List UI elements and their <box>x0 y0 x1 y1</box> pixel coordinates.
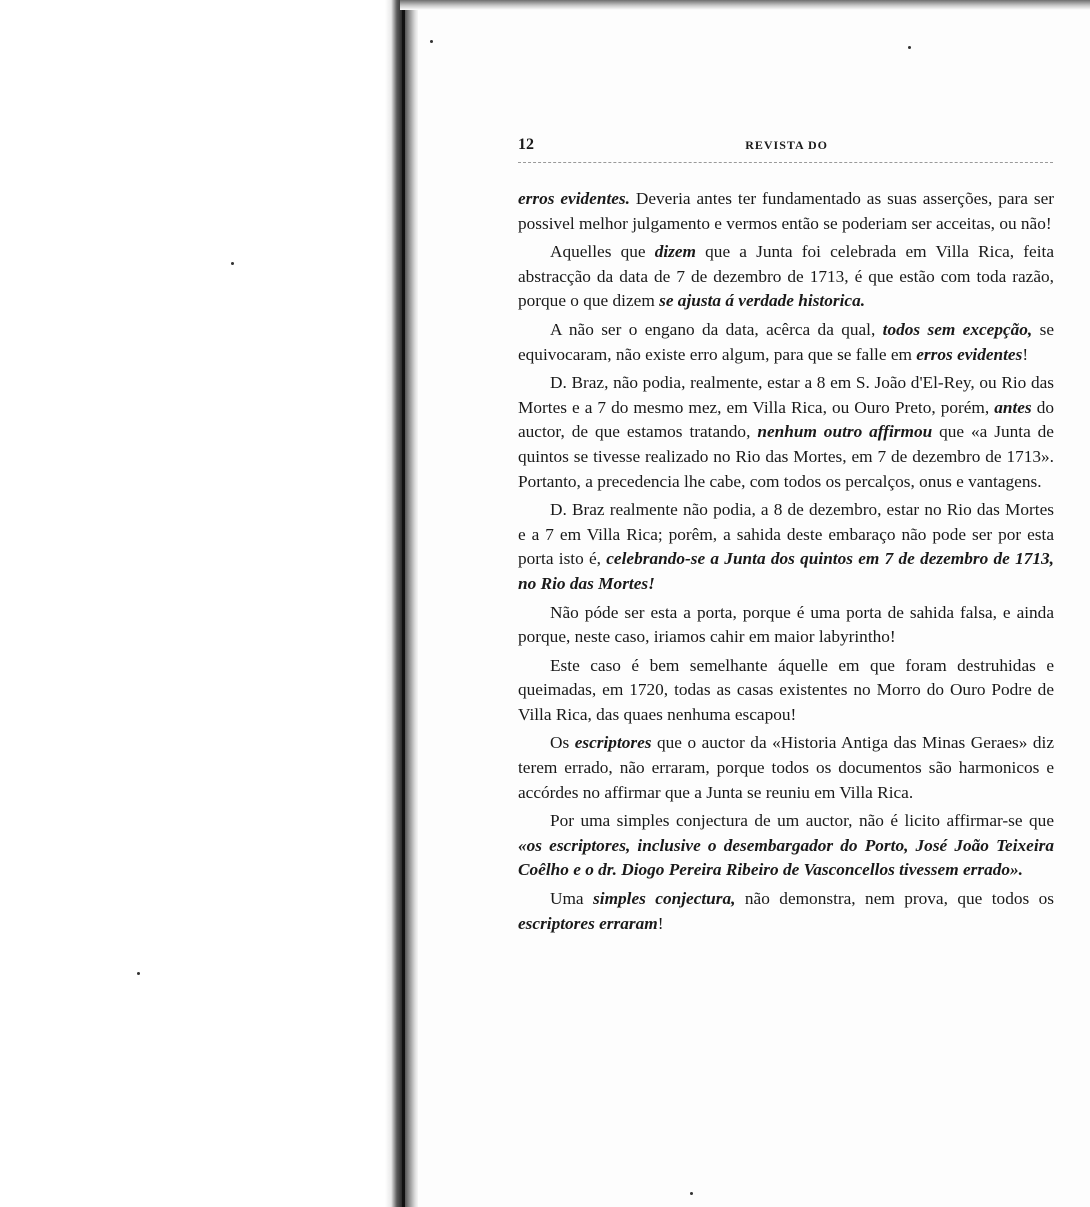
page-number: 12 <box>518 136 534 153</box>
text-run: que «a Junta de quintos se tivesse realizado no Rio das Mortes, em 7 de dezembro de 1713». Portanto, a precedencia lhe cabe, com todos os percalços, onus e vantagens. <box>518 422 1054 491</box>
emphasized-text: simples conjectura, <box>593 889 736 909</box>
text-run: não demonstra, nem prova, que todos os <box>735 889 1055 909</box>
facing-page-blank <box>0 0 385 1207</box>
text-run: que a Junta foi celebrada em Villa Rica, feita abstracção da data de 7 de dezembro de 1713, é que estão com toda razão, porque o que dizem <box>518 242 1054 311</box>
page-top-edge <box>400 0 1090 10</box>
text-run: D. Braz, não podia, realmente, estar a 8 em S. João d'El-Rey, ou Rio das Mortes e a 7 do mesmo mez, em Villa Rica, ou Ouro Preto, porém, <box>518 373 1054 417</box>
paragraph <box>518 601 1054 650</box>
emphasized-text: celebrando-se a Junta dos quintos em 7 de dezembro de 1713, no Rio das Mortes! <box>518 549 1054 593</box>
emphasized-text: nenhum outro affirmou <box>757 422 933 442</box>
text-run: ! <box>1022 344 1029 364</box>
speck <box>908 46 911 49</box>
paragraph <box>518 731 1054 805</box>
paragraph <box>518 887 1054 936</box>
paragraph <box>518 654 1054 728</box>
text-run: do auctor, de que estamos tratando, <box>518 397 1054 442</box>
text-run: Uma <box>550 889 594 909</box>
running-title: REVISTA DO <box>745 138 828 152</box>
header-rule <box>518 162 1053 163</box>
text-run: Este caso é bem semelhante áquelle em que foram destruhidas e queimadas, em 1720, todas as casas existentes no Morro do Ouro Podre de Villa Rica, das quaes nenhuma escapou! <box>518 655 1054 724</box>
text-run: Deveria antes ter fundamentado as suas asserções, para ser possivel melhor julgamento e vermos então se poderiam ser acceitas, ou não! <box>518 189 1055 233</box>
emphasized-text: todos sem excepção, <box>882 319 1033 339</box>
emphasized-text: se ajusta á verdade historica. <box>659 291 866 311</box>
text-run: Não póde ser esta a porta, porque é uma porta de sahida falsa, e ainda porque, neste caso, iriamos cahir em maior labyrintho! <box>518 602 1054 647</box>
emphasized-text: erros evidentes <box>916 344 1023 364</box>
emphasized-text: erros evidentes. <box>518 189 630 208</box>
emphasized-text: «os escriptores, inclusive o desembargador do Porto, José João Teixeira Coêlho e o dr. Diogo Pereira Ribeiro de Vasconcellos tivessem errado». <box>518 835 1054 880</box>
body-text <box>518 187 1054 940</box>
emphasized-text: escriptores erraram <box>518 913 658 933</box>
paragraph <box>518 809 1054 883</box>
book-page <box>418 10 1090 1207</box>
text-run: ! <box>657 913 664 933</box>
text-run: D. Braz realmente não podia, a 8 de dezembro, estar no Rio das Mortes e a 7 em Villa Rica; porêm, a sahida deste embaraço não pode ser por esta porta isto é, <box>518 500 1054 569</box>
text-run: se equivocaram, não existe erro algum, para que se falle em <box>518 319 1055 364</box>
speck <box>430 40 433 43</box>
page-header <box>518 136 1038 158</box>
speck <box>137 972 140 975</box>
paragraph <box>518 498 1054 596</box>
speck <box>231 262 234 265</box>
text-run: A não ser o engano da data, acêrca da qual, <box>550 319 883 339</box>
text-run: Por uma simples conjectura de um auctor, não é licito affirmar-se que <box>550 811 1054 831</box>
paragraph <box>518 371 1054 494</box>
book-gutter-line <box>402 0 405 1207</box>
speck <box>690 1192 693 1195</box>
paragraph <box>518 318 1054 367</box>
text-run: Os <box>550 733 575 753</box>
text-run: que o auctor da «Historia Antiga das Minas Geraes» diz terem errado, não erraram, porque todos os documentos são harmonicos e accórdes no affirmar que a Junta se reuniu em Villa Rica. <box>518 733 1054 802</box>
paragraph <box>518 240 1054 314</box>
text-run: Aquelles que <box>550 242 655 262</box>
paragraph <box>518 187 1054 236</box>
emphasized-text: escriptores <box>574 733 652 753</box>
emphasized-text: antes <box>994 397 1032 417</box>
emphasized-text: dizem <box>654 242 696 262</box>
